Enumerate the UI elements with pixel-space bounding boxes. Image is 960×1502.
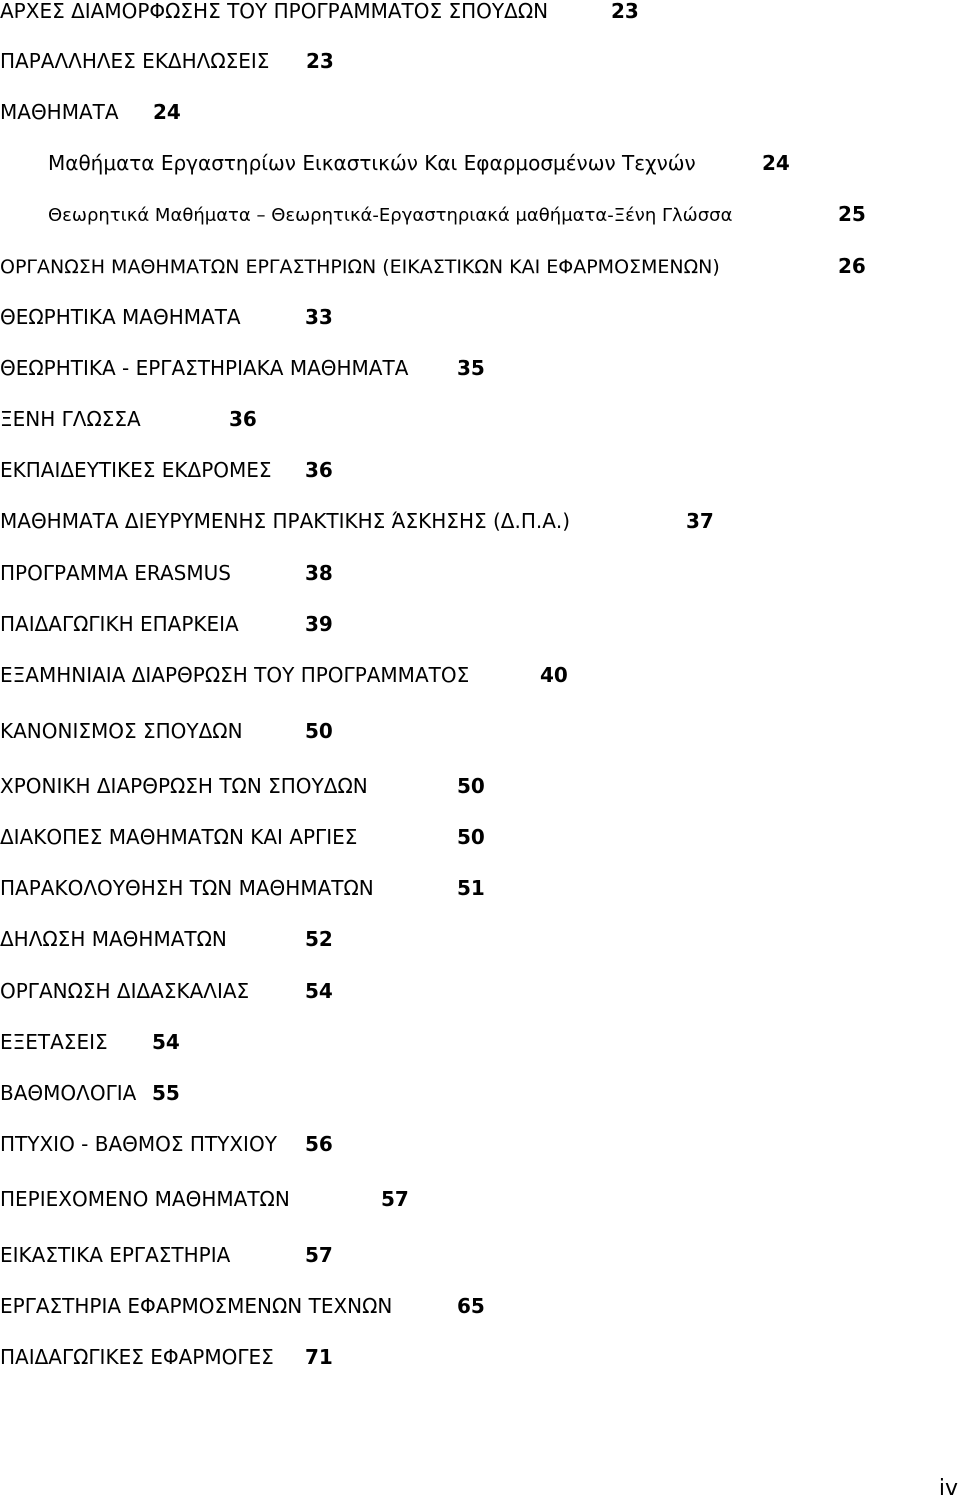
- toc-entry: [0, 558, 333, 588]
- toc-entry-page: 24: [762, 151, 790, 175]
- toc-entry-page: 23: [611, 0, 639, 23]
- toc-entry-title: ΟΡΓΑΝΩΣΗ ΜΑΘΗΜΑΤΩΝ ΕΡΓΑΣΤΗΡΙΩΝ (ΕΙΚΑΣΤΙΚΩΝ ΚΑΙ ΕΦΑΡΜΟΣΜΕΝΩΝ): [0, 256, 720, 278]
- toc-entry-title: ΠΑΙΔΑΓΩΓΙΚΗ ΕΠΑΡΚΕΙΑ: [0, 612, 239, 636]
- toc-entry-title: ΕΚΠΑΙΔΕΥΤΙΚΕΣ ΕΚΔΡΟΜΕΣ: [0, 458, 272, 482]
- toc-entry: [0, 924, 333, 954]
- toc-entry-page: 25: [838, 202, 866, 226]
- toc-entry-page: 54: [152, 1030, 180, 1054]
- toc-entry-page: 33: [305, 305, 333, 329]
- toc-entry-page: 54: [305, 979, 333, 1003]
- toc-entry-title: ΜΑΘΗΜΑΤΑ: [0, 100, 119, 124]
- toc-entry: [0, 404, 257, 434]
- toc-entry: [0, 822, 485, 852]
- toc-entry: [0, 251, 866, 281]
- toc-entry: [0, 0, 639, 26]
- toc-entry-title: ΠΑΡΑΛΛΗΛΕΣ ΕΚΔΗΛΩΣΕΙΣ: [0, 49, 270, 73]
- toc-entry-page: 57: [305, 1243, 333, 1267]
- toc-entry-page: 23: [306, 49, 334, 73]
- toc-entry: [0, 609, 333, 639]
- toc-entry: [0, 1184, 409, 1214]
- toc-entry: [0, 1342, 333, 1372]
- toc-entry-page: 39: [305, 612, 333, 636]
- toc-entry-title: ΚΑΝΟΝΙΣΜΟΣ ΣΠΟΥΔΩΝ: [0, 719, 243, 743]
- toc-entry: [0, 976, 333, 1006]
- toc-entry: [0, 1078, 180, 1108]
- toc-entry-page: 26: [838, 254, 866, 278]
- toc-entry-title: ΒΑΘΜΟΛΟΓΙΑ: [0, 1081, 137, 1105]
- toc-entry-page: 50: [457, 774, 485, 798]
- toc-entry: [48, 148, 790, 178]
- toc-entry: [0, 46, 334, 76]
- toc-entry: [0, 97, 181, 127]
- toc-entry: [0, 455, 333, 485]
- toc-entry-title: ΠΑΡΑΚΟΛΟΥΘΗΣΗ ΤΩΝ ΜΑΘΗΜΑΤΩΝ: [0, 876, 374, 900]
- toc-entry-page: 36: [305, 458, 333, 482]
- toc-entry-title: ΘΕΩΡΗΤΙΚΑ - ΕΡΓΑΣΤΗΡΙΑΚΑ ΜΑΘΗΜΑΤΑ: [0, 356, 409, 380]
- toc-entry-title: ΟΡΓΑΝΩΣΗ ΔΙΔΑΣΚΑΛΙΑΣ: [0, 979, 250, 1003]
- toc-entry: [0, 1129, 333, 1159]
- toc-entry-page: 50: [305, 719, 333, 743]
- toc-entry-title: ΠΑΙΔΑΓΩΓΙΚΕΣ ΕΦΑΡΜΟΓΕΣ: [0, 1345, 274, 1369]
- toc-entry: [0, 1240, 333, 1270]
- toc-entry: [0, 1027, 180, 1057]
- toc-entry-title: ΘΕΩΡΗΤΙΚΑ ΜΑΘΗΜΑΤΑ: [0, 305, 241, 329]
- toc-entry-title: Θεωρητικά Μαθήματα – Θεωρητικά-Εργαστηριακά μαθήματα-Ξένη Γλώσσα: [48, 205, 733, 226]
- toc-entry: [0, 873, 485, 903]
- toc-entry-title: ΕΞΑΜΗΝΙΑΙΑ ΔΙΑΡΘΡΩΣΗ ΤΟΥ ΠΡΟΓΡΑΜΜΑΤΟΣ: [0, 663, 470, 687]
- toc-entry-title: ΕΞΕΤΑΣΕΙΣ: [0, 1030, 108, 1054]
- toc-entry-title: ΔΗΛΩΣΗ ΜΑΘΗΜΑΤΩΝ: [0, 927, 227, 951]
- toc-entry-page: 52: [305, 927, 333, 951]
- toc-entry-title: ΠΤΥΧΙΟ - ΒΑΘΜΟΣ ΠΤΥΧΙΟΥ: [0, 1132, 277, 1156]
- toc-entry-title: ΠΡΟΓΡΑΜΜΑ ERASMUS: [0, 561, 231, 585]
- toc-entry: [0, 771, 485, 801]
- toc-entry-page: 36: [229, 407, 257, 431]
- toc-entry-page: 65: [457, 1294, 485, 1318]
- toc-entry-title: ΞΕΝΗ ΓΛΩΣΣΑ: [0, 407, 141, 431]
- toc-entry-page: 38: [305, 561, 333, 585]
- toc-entry-page: 37: [686, 509, 714, 533]
- toc-entry: [0, 1291, 485, 1321]
- toc-entry-title: ΕΙΚΑΣΤΙΚΑ ΕΡΓΑΣΤΗΡΙΑ: [0, 1243, 231, 1267]
- toc-entry-page: 57: [381, 1187, 409, 1211]
- toc-entry: [0, 302, 333, 332]
- toc-entry: [0, 506, 714, 536]
- toc-entry: [0, 660, 568, 690]
- toc-entry-title: Μαθήματα Εργαστηρίων Εικαστικών Και Εφαρμοσμένων Τεχνών: [48, 151, 696, 175]
- toc-entry-page: 51: [457, 876, 485, 900]
- toc-entry: [0, 716, 333, 746]
- toc-entry-title: ΠΕΡΙΕΧΟΜΕΝΟ ΜΑΘΗΜΑΤΩΝ: [0, 1187, 290, 1211]
- toc-entry-page: 24: [153, 100, 181, 124]
- page-number: iv: [938, 1476, 958, 1501]
- toc-entry-page: 71: [305, 1345, 333, 1369]
- toc-entry-title: ΔΙΑΚΟΠΕΣ ΜΑΘΗΜΑΤΩΝ ΚΑΙ ΑΡΓΙΕΣ: [0, 825, 358, 849]
- toc-entry-page: 35: [457, 356, 485, 380]
- toc-entry-title: ΜΑΘΗΜΑΤΑ ΔΙΕΥΡΥΜΕΝΗΣ ΠΡΑΚΤΙΚΗΣ ΆΣΚΗΣΗΣ (Δ.Π.Α.): [0, 509, 571, 533]
- toc-entry-page: 55: [152, 1081, 180, 1105]
- toc-entry-page: 56: [305, 1132, 333, 1156]
- toc-entry-title: ΕΡΓΑΣΤΗΡΙΑ ΕΦΑΡΜΟΣΜΕΝΩΝ ΤΕΧΝΩΝ: [0, 1294, 393, 1318]
- toc-entry-title: ΑΡΧΕΣ ΔΙΑΜΟΡΦΩΣΗΣ ΤΟΥ ΠΡΟΓΡΑΜΜΑΤΟΣ ΣΠΟΥΔΩΝ: [0, 0, 549, 23]
- toc-entry-page: 50: [457, 825, 485, 849]
- toc-entry: [48, 199, 866, 229]
- toc-entry-page: 40: [540, 663, 568, 687]
- toc-entry: [0, 353, 485, 383]
- toc-entry-title: ΧΡΟΝΙΚΗ ΔΙΑΡΘΡΩΣΗ ΤΩΝ ΣΠΟΥΔΩΝ: [0, 774, 368, 798]
